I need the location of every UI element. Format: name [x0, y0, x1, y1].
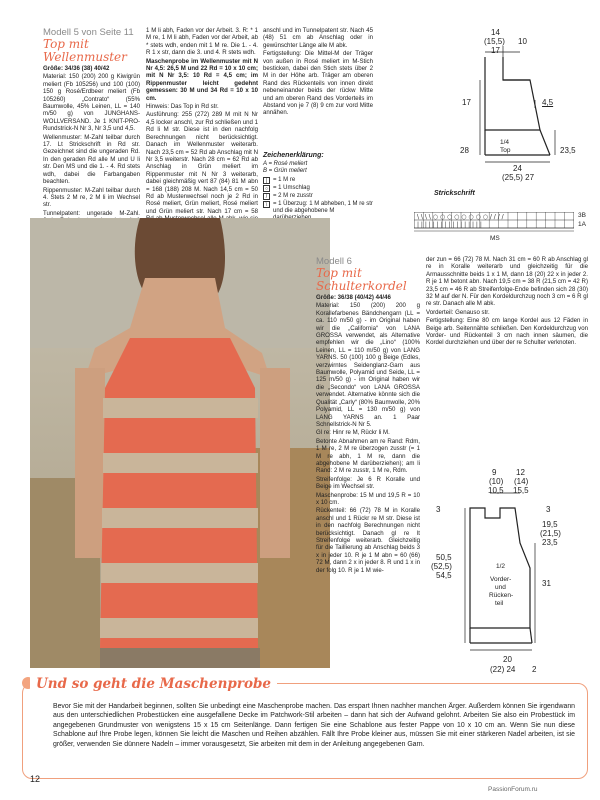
- symbol-key: [263, 152, 373, 223]
- s2-lbl-2224: (22) 24: [490, 665, 516, 674]
- model6-column-2: [426, 256, 588, 348]
- s1-lbl-top: Top: [500, 147, 511, 154]
- s2-lbl-14: (14): [514, 477, 529, 486]
- key-a: A = Rosé meliert: [263, 161, 308, 167]
- s1-lbl-17b: 17: [462, 98, 471, 107]
- s1-lbl-17: 17: [491, 46, 500, 55]
- s2-lbl-195: 19,5: [542, 520, 558, 529]
- s2-lbl-3a: 3: [436, 505, 441, 514]
- model6-title-line2: Schulterkordel: [316, 279, 407, 293]
- model6-betonte: Betonte Abnahmen am re Rand: Rdm, 1 M re, 2 M re überzogen zusstr (= 1 M re abh, 1 M re, dann die abgehobene M darüberziehen); am li Rand: 2 M re zusstr, 1 M re, Rdm.: [316, 437, 420, 475]
- knit-stitch-icon: |: [263, 177, 270, 184]
- gauge-tip-box: [22, 683, 588, 779]
- model6-heading: Modell 6: [316, 256, 352, 267]
- s1-lbl-24: 24: [513, 164, 522, 173]
- model6-size: Größe: 36/38 (40/42) 44/46: [316, 294, 391, 301]
- s2-lbl-105: 10,5: [488, 486, 504, 495]
- k2tog-icon: /: [263, 193, 270, 200]
- model6-rueckenteil: Rückenteil: 66 (72) 78 M in Koralle anschl und 1 Rückr re M str. Diese ist in den nachfolg Berechnungen nicht berücksichtigt. Danach gl re lt Streifenfolge weiterarb. Gleichzeitig für die Taillierung ab Anschlag beids 3 x in jeder 10. R je 1 M abn = 60 (66) 72 M, dann 2 x in jeder 8. R und 1 x in der folg 10. R je 1 M wie-: [316, 507, 420, 574]
- s1-lbl-10: 10: [518, 37, 527, 46]
- key-row-2: ○ = 1 Umschlag: [264, 185, 310, 192]
- svg-text:\ \ \ \ ○ ○ ○ ○ ○ ○ ○ ○ / / /: \ \ \ \ ○ ○ ○ ○ ○ ○ ○ ○ / / / /: [417, 213, 504, 221]
- model5-wellenmuster: Wellenmuster: M-Zahl teilbar durch 17. Lt Strickschrift in Rd str. Gezeichnet sind die ungeraden Rd. In den geraden Rd alle M und U li str. Den MS und die 1. - 4. Rd stets wdh, dabei die Farbangaben beachten.: [43, 133, 140, 186]
- s1-lbl-45: 4,5: [542, 98, 554, 107]
- col6b-text: der zun = 66 (72) 78 M. Nach 31 cm = 60 R ab Anschlag gl re in Koralle weiterarb und gleichzeitig für die Armausschnitte beids 1 x 1 M, dann 18 (20) 22 x in jeder 2. R je 1 M betont abn. Nach 19,5 cm = 38 R (21,5 cm = 42 R) 23,5 cm = 46 R ab Streifenfolge-Ende befinden sich 28 (30) 32 M auf der N. Für den Kordeldurchzug noch 3 cm = 6 R gl re str. Danach alle M abk.: [426, 256, 588, 308]
- schematic1-outline: [485, 57, 540, 130]
- model5-column-2: [146, 27, 258, 239]
- col3-fertigstellung: Fertigstellung: Die Mittel-M der Träger von außen in Rosé meliert im M-Stich besticken, dabei den Stich stets über 2 M in der Höhe arb. Träger am oberen Rand des Rückenteils von innen direkt nebeneinander beids der rückw Mitte und am oberen Rand des Vorderteils im Abstand von je 7 (8) 9 cm zur vord Mitte annähen.: [263, 50, 373, 117]
- model6-title-line1: Top mit: [316, 266, 362, 280]
- model5-title-line1: Top mit: [43, 37, 89, 51]
- col3-text: anschl und im Tunnelpatent str. Nach 45 (48) 51 cm ab Anschlag oder in gewünschter Länge alle M abk.: [263, 27, 373, 49]
- s2-lbl-3b: 3: [546, 505, 551, 514]
- model6-streifen: Streifenfolge: Je 6 R Koralle und Beige im Wechsel str.: [316, 475, 420, 491]
- s2-lbl-155: 15,5: [513, 486, 529, 495]
- model5-material: Material: 150 (200) 200 g Kiwigrün meliert (Fb 105256) und 100 (100) 150 g Rosé/Erdbeer meliert (Fb 105260) „Contrato“ (55% Baumwolle, 45% Leinen, LL = 140 m/50 g) von JUNGHANS-WOLLVERSAND. Je 1 KNIT-PRO-Rundstrick-N Nr 3, Nr 3,5 und 4,5.: [43, 73, 140, 133]
- s1-lbl-14: 14: [491, 28, 500, 37]
- gauge-tip-title-bar: [30, 675, 277, 693]
- yarn-over-icon: ○: [264, 186, 269, 192]
- gauge-tip-text: Bevor Sie mit der Handarbeit beginnen, sollten Sie unbedingt eine Maschenprobe machen. Das erspart Ihnen nachher manchen Ärger. Außerdem können Sie irgendwann aus den unterschiedlichen Probestücken eine ausgefallene Decke im Patchwork-Stil arbeiten – dann hat sich der Aufwand gelohnt. Arbeiten Sie also ein Probestück im angegebenen Grundmuster von wenigstens 15 x 15 cm Seitenlänge. Dann fertigen Sie eine Schablone aus fester Pappe von 10 x 10 cm an. Wenn Sie nun diese Schablone auf Ihre Probe legen, können Sie leicht die Maschen und Reihen abzählen. Fällt Ihre Probe kleiner aus, müssen Sie mit einer stärkeren Nadel arbeiten, ist sie größer, verwenden Sie dünnere Nadeln – immer vorausgesetzt, Sie arbeiten mit dem in der Anleitung angegebenen Garn.: [53, 703, 575, 748]
- page-number: 12: [30, 774, 41, 784]
- chart-row-3b: 3B: [578, 212, 586, 219]
- s1-lbl-28: 28: [460, 146, 469, 155]
- col2-text: 1 M li abh, Faden vor der Arbeit. 3. R: * 1 M re, 1 M li abh, Faden vor der Arbeit, ab * stets wdh, enden mit 1 M re. Die 1. - 4. R 1 x str, dann die 3. und 4. R stets wdh.: [146, 27, 258, 57]
- key-row-3: / = 2 M re zusstr: [263, 193, 373, 200]
- s2-lbl-215: (21,5): [540, 529, 561, 538]
- col6b-fertigstellung: Fertigstellung: Eine 80 cm lange Kordel aus 12 Fäden in Beige arb. Seitennähte schließen. Den Kordeldurchzug von Vorder- und Rückenteil 3 cm nach innen säumen, die Kordel durchziehen und über der re Schulter verknoten.: [426, 317, 588, 347]
- s2-lbl-9: 9: [492, 468, 497, 477]
- model5-column-3: [263, 27, 373, 118]
- s2-lbl-20: 20: [503, 655, 512, 664]
- s1-lbl-155: (15,5): [484, 37, 505, 46]
- model6-material: Material: 150 (200) 200 g Korallefarbenes Bändchengarn (LL = ca. 110 m/50 g) - im Original haben wir die „California“ von LANA GROSSA verwendet, als Alternative empfehlen wir die „Lino“ (100% Leinen, LL = 110 m/50 g) von LANG YARNS. 50 (100) 100 g Beige (Edles, verzwirntes Seidenglanz-Garn aus Baumwolle, Polyamid und Seide, LL = 125 m/50 g) - im Original haben wir die „Secondo“ von LANA GROSSA verwendet. Alternative könnte sich die Qualität „Carly“ (80% Baumwolle, 20% Polyamid, LL = 130 m/50 g) von LANG YARNS an. 1 Paar Schnellstrick-N Nr 5.: [316, 302, 420, 428]
- gauge-tip-title: Und so geht die Maschenprobe: [36, 676, 271, 692]
- model5-size: Größe: 34/36 (38) 40/42: [43, 65, 110, 72]
- s2-lbl-vr3: Rücken-: [489, 592, 514, 599]
- model5-title-line2: Wellenmuster: [43, 50, 127, 64]
- ssk-icon: \: [263, 201, 270, 208]
- strickschrift-chart: [414, 212, 574, 234]
- s1-lbl-quarter: 1/4: [500, 139, 510, 146]
- s2-lbl-2: 2: [532, 665, 537, 674]
- model5-tunnelpatent: Tunnelpatent: ungerade M-Zahl.: [43, 209, 140, 217]
- key-row-4: \ = 1 Überzug: 1 M abheben, 1 M re str und die abgehobene M: [263, 201, 373, 222]
- s2-lbl-545: 54,5: [436, 571, 452, 580]
- s2-lbl-10: (10): [489, 477, 504, 486]
- model6-maschenprobe: Maschenprobe: 15 M und 19,5 R = 10 x 10 cm.: [316, 491, 420, 506]
- s2-lbl-12: 12: [516, 468, 525, 477]
- watermark: PassionForum.ru: [488, 786, 538, 793]
- chart-ms: MS: [490, 235, 500, 242]
- col2-ausfuehrung: Ausführung: 255 (272) 289 M mit N Nr 4,5 locker anschl, zur Rd schließen und 1 Rd li M str. Diese ist in den nachfolg Berechnungen nicht berücksichtigt. Danach im Wellenmuster weiterarb. Nach 23,5 cm = 52 Rd ab Anschlag mit N Nr 3,5 weiterstr. Nach 28 cm = 62 Rd ab Anschlag in Grün meliert im Rippenmuster mit N Nr 3 weiterarb, dabei gleichmäßig vert 87 (84) 81 M abn = 168 (188) 208 M. Nach 14,5 cm = 50 Rd ab Musterwechsel noch je 2 Rd in Rosé meliert, Grün meliert, Rosé meliert und Grün meliert str. Nach 17 cm = 58: [146, 111, 258, 215]
- svg-text:| | | | | | | | | | | | | | |: | | | | | | | | | | | | | | | | |: [417, 221, 482, 229]
- s2-lbl-505: 50,5: [436, 553, 452, 562]
- col6b-vorderteil: Vorderteil: Genauso str.: [426, 308, 490, 316]
- key-b: B = Grün meliert: [263, 168, 307, 174]
- col2-hinweis: Hinweis: Das Top in Rd str.: [146, 103, 219, 111]
- key-title: Zeichenerklärung:: [263, 152, 324, 159]
- s2-lbl-31: 31: [542, 579, 551, 588]
- s2-lbl-525: (52,5): [431, 562, 452, 571]
- col2-maschenprobe: Maschenprobe im Wellenmuster mit N Nr 4,5: 26,5 M und 22 Rd = 10 x 10 cm; mit N Nr 3,5: 10 Rd = 4,5 cm; im Rippenmuster leicht gedehnt gemessen: 30 M und 34 Rd = 10 x 10 cm.: [146, 57, 258, 102]
- s2-lbl-vr1: Vorder-: [490, 576, 512, 583]
- model6-gl: Gl re: Hinr re M, Rückr li M.: [316, 429, 390, 437]
- key-row-1: | = 1 M re: [263, 177, 373, 184]
- s1-lbl-2527: (25,5) 27: [502, 173, 535, 182]
- strickschrift-title: Strickschrift: [434, 190, 475, 197]
- model6-column: [316, 256, 420, 575]
- s2-lbl-half: 1/2: [496, 563, 506, 570]
- s2-lbl-vr4: teil: [495, 600, 504, 607]
- s1-lbl-235: 23,5: [560, 146, 576, 155]
- model6-photo: [30, 218, 330, 668]
- s2-lbl-235: 23,5: [542, 538, 558, 547]
- model5-rippenmuster: Rippenmuster: M-Zahl teilbar durch 4. Stets 2 M re, 2 M li im Wechsel str.: [43, 186, 140, 209]
- model5-heading: Modell 5 von Seite 11: [43, 27, 134, 38]
- chart-row-1a: 1A: [578, 221, 586, 228]
- s2-lbl-vr2: und: [495, 584, 506, 591]
